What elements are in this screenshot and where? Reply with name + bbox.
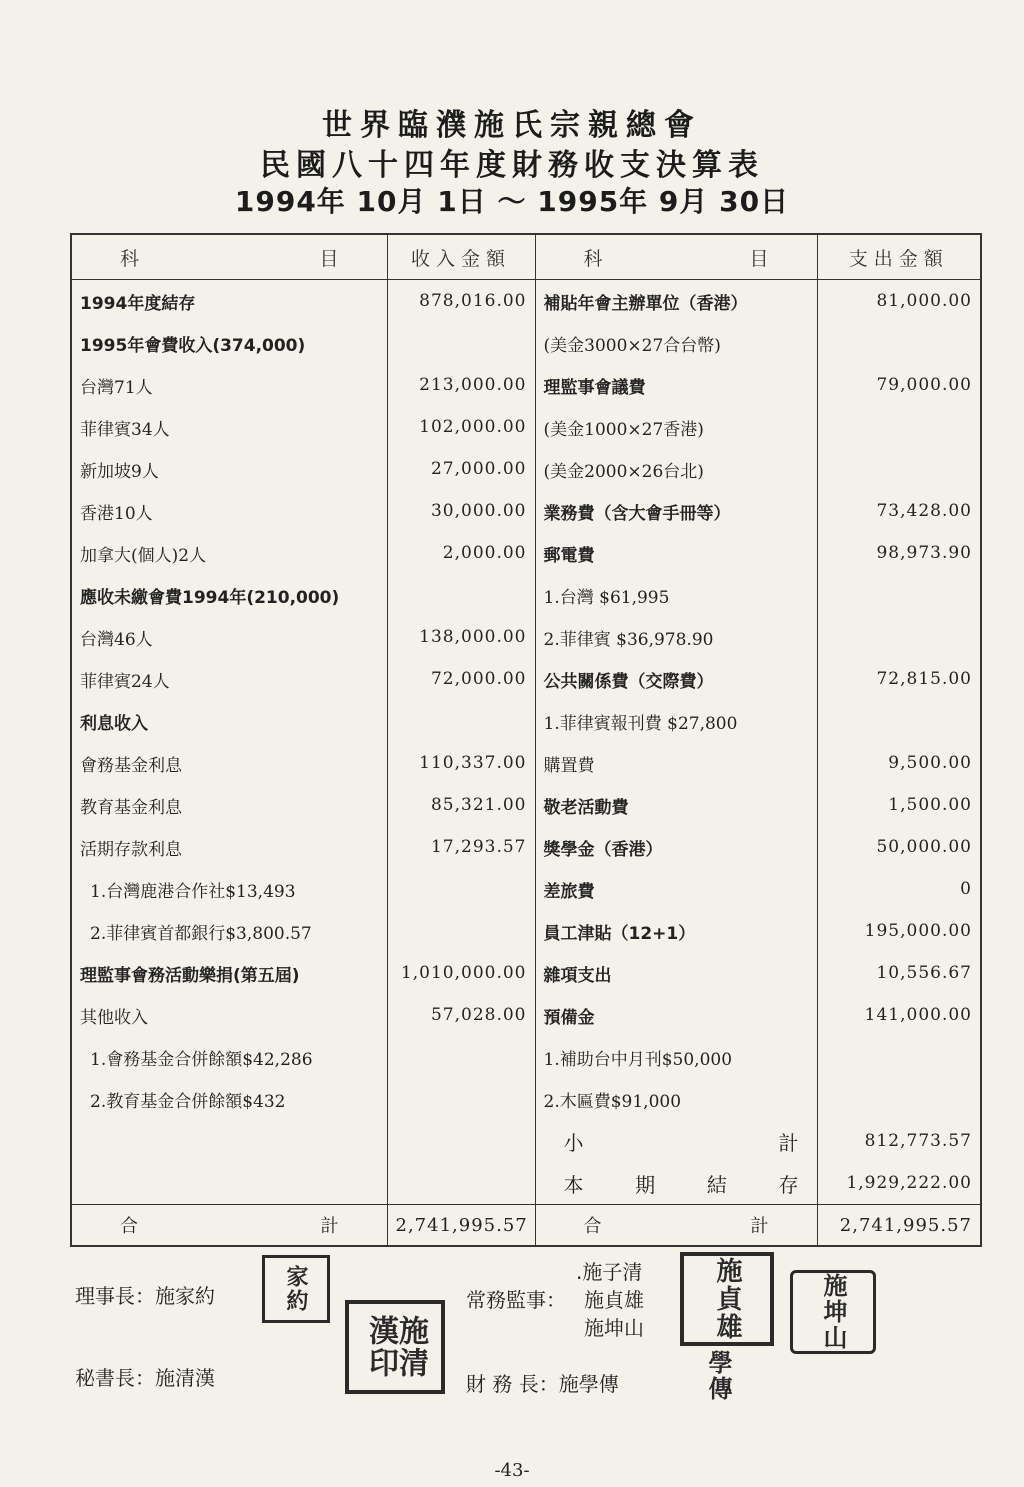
expense-amount bbox=[817, 700, 981, 742]
balance-row bbox=[71, 1162, 981, 1205]
expense-item-label: (美金2000×26台北) bbox=[535, 448, 817, 490]
total-label-right: 合 計 bbox=[535, 1205, 817, 1247]
income-item-label: 台灣71人 bbox=[71, 364, 387, 406]
expense-item-label: 郵電費 bbox=[535, 532, 817, 574]
expense-item-label: 員工津貼（12+1） bbox=[535, 910, 817, 952]
income-item-label: 台灣46人 bbox=[71, 616, 387, 658]
income-item-label: 1995年會費收入(374,000) bbox=[71, 322, 387, 364]
header-item-income: 科 目 bbox=[71, 234, 387, 280]
table-row bbox=[71, 364, 981, 406]
income-amount: 102,000.00 bbox=[387, 406, 535, 448]
income-item-label: 1.台灣鹿港合作社$13,493 bbox=[71, 868, 387, 910]
table-row bbox=[71, 532, 981, 574]
income-amount: 2,000.00 bbox=[387, 532, 535, 574]
income-item-label: 應收未繳會費1994年(210,000) bbox=[71, 574, 387, 616]
supervisor-name-3: 施坤山 bbox=[584, 1316, 644, 1340]
table-row bbox=[71, 784, 981, 826]
table-row bbox=[71, 280, 981, 323]
income-amount: 30,000.00 bbox=[387, 490, 535, 532]
income-amount: 72,000.00 bbox=[387, 658, 535, 700]
expense-amount bbox=[817, 574, 981, 616]
expense-amount: 79,000.00 bbox=[876, 375, 972, 395]
expense-item-label: (美金3000×27合台幣) bbox=[535, 322, 817, 364]
expense-amount bbox=[817, 448, 981, 490]
expense-amount: 1,500.00 bbox=[888, 795, 972, 815]
total-row bbox=[71, 1205, 981, 1247]
expense-item-label: 預備金 bbox=[535, 994, 817, 1036]
income-amount bbox=[387, 322, 535, 364]
expense-amount bbox=[817, 1036, 981, 1078]
expense-item-label: 獎學金（香港） bbox=[535, 826, 817, 868]
chairman-seal-stamp: 家約 bbox=[262, 1255, 330, 1323]
income-amount bbox=[387, 868, 535, 910]
table-row bbox=[71, 952, 981, 994]
org-title: 世界臨濮施氏宗親總會 bbox=[322, 108, 702, 143]
expense-amount: 9,500.00 bbox=[888, 753, 972, 773]
income-amount: 1,010,000.00 bbox=[387, 952, 535, 994]
income-amount: 57,028.00 bbox=[387, 994, 535, 1036]
table-row bbox=[71, 742, 981, 784]
secretary-signature: 秘書長：施清漢 bbox=[75, 1366, 215, 1390]
expense-item-label: 雜項支出 bbox=[535, 952, 817, 994]
income-item-label: 2.教育基金合併餘額$432 bbox=[71, 1078, 387, 1120]
table-row bbox=[71, 406, 981, 448]
table-row bbox=[71, 826, 981, 868]
treasurer-signature: 財 務 長：施學傳 bbox=[466, 1372, 619, 1396]
income-amount: 27,000.00 bbox=[387, 448, 535, 490]
income-amount: 85,321.00 bbox=[387, 784, 535, 826]
income-amount bbox=[387, 574, 535, 616]
table-row bbox=[71, 1036, 981, 1078]
expense-item-label: 1.台灣 $61,995 bbox=[535, 574, 817, 616]
expense-amount: 0 bbox=[960, 879, 972, 899]
supervisor-seal-stamp-a: 施貞雄 bbox=[680, 1252, 774, 1346]
treasurer-seal-stamp: 學傳 bbox=[704, 1350, 733, 1402]
income-item-label: 教育基金利息 bbox=[71, 784, 387, 826]
income-item-label: 其他收入 bbox=[71, 994, 387, 1036]
income-item-label: 菲律賓34人 bbox=[71, 406, 387, 448]
table-row bbox=[71, 616, 981, 658]
income-item-label: 1.會務基金合併餘額$42,286 bbox=[71, 1036, 387, 1078]
expense-amount bbox=[817, 1078, 981, 1120]
empty-cell bbox=[71, 1120, 387, 1162]
expense-item-label: 業務費（含大會手冊等） bbox=[535, 490, 817, 532]
income-item-label: 理監事會務活動樂捐(第五屆) bbox=[71, 952, 387, 994]
table-row bbox=[71, 700, 981, 742]
expense-item-label: (美金1000×27香港) bbox=[535, 406, 817, 448]
income-amount bbox=[387, 700, 535, 742]
page-number: -43- bbox=[494, 1460, 530, 1481]
expense-item-label: 2.菲律賓 $36,978.90 bbox=[535, 616, 817, 658]
expense-amount: 141,000.00 bbox=[864, 1005, 972, 1025]
table-row bbox=[71, 574, 981, 616]
total-expense: 2,741,995.57 bbox=[817, 1205, 981, 1247]
income-item-label: 香港10人 bbox=[71, 490, 387, 532]
expense-amount: 72,815.00 bbox=[876, 669, 972, 689]
report-period: 1994年 10月 1日 ～ 1995年 9月 30日 bbox=[234, 185, 790, 218]
supervisor-name-2: 施貞雄 bbox=[584, 1288, 644, 1312]
expense-amount: 195,000.00 bbox=[864, 921, 972, 941]
income-item-label: 會務基金利息 bbox=[71, 742, 387, 784]
subtotal-value: 812,773.57 bbox=[864, 1131, 972, 1151]
table-row bbox=[71, 490, 981, 532]
expense-item-label: 1.補助台中月刊$50,000 bbox=[535, 1036, 817, 1078]
expense-item-label: 2.木匾費$91,000 bbox=[535, 1078, 817, 1120]
income-item-label: 新加坡9人 bbox=[71, 448, 387, 490]
expense-item-label: 理監事會議費 bbox=[535, 364, 817, 406]
expense-amount bbox=[817, 616, 981, 658]
financial-statement-table bbox=[70, 233, 982, 1247]
expense-amount: 50,000.00 bbox=[876, 837, 972, 857]
balance-value: 1,929,222.00 bbox=[846, 1173, 972, 1193]
total-label-left: 合 計 bbox=[71, 1205, 387, 1247]
empty-cell bbox=[71, 1162, 387, 1205]
expense-amount bbox=[817, 322, 981, 364]
income-amount bbox=[387, 910, 535, 952]
expense-item-label: 公共關係費（交際費） bbox=[535, 658, 817, 700]
income-item-label: 利息收入 bbox=[71, 700, 387, 742]
total-income: 2,741,995.57 bbox=[387, 1205, 535, 1247]
supervisor-label: 常務監事： bbox=[466, 1288, 566, 1312]
table-row bbox=[71, 448, 981, 490]
table-row bbox=[71, 910, 981, 952]
expense-amount: 98,973.90 bbox=[876, 543, 972, 563]
report-title: 民國八十四年度財務收支決算表 bbox=[260, 148, 764, 183]
table-row bbox=[71, 994, 981, 1036]
subtotal-label: 小 計 bbox=[535, 1120, 817, 1162]
income-amount bbox=[387, 1036, 535, 1078]
expense-amount: 73,428.00 bbox=[876, 501, 972, 521]
expense-item-label: 差旅費 bbox=[535, 868, 817, 910]
income-amount bbox=[387, 1078, 535, 1120]
empty-cell bbox=[387, 1120, 535, 1162]
expense-item-label: 購置費 bbox=[535, 742, 817, 784]
expense-amount bbox=[817, 406, 981, 448]
expense-amount: 10,556.67 bbox=[876, 963, 972, 983]
expense-item-label: 補貼年會主辦單位（香港） bbox=[535, 280, 817, 323]
table-header-row bbox=[71, 234, 981, 280]
secretary-seal-stamp: 施清漢印 bbox=[345, 1300, 445, 1394]
income-amount: 17,293.57 bbox=[387, 826, 535, 868]
table-row bbox=[71, 322, 981, 364]
table-row bbox=[71, 868, 981, 910]
header-expense-amount: 支出金額 bbox=[817, 234, 981, 280]
header-item-expense: 科 目 bbox=[535, 234, 817, 280]
table-row bbox=[71, 658, 981, 700]
income-item-label: 2.菲律賓首都銀行$3,800.57 bbox=[71, 910, 387, 952]
expense-item-label: 敬老活動費 bbox=[535, 784, 817, 826]
income-amount: 110,337.00 bbox=[387, 742, 535, 784]
income-amount: 213,000.00 bbox=[387, 364, 535, 406]
supervisor-seal-stamp-b: 施坤山 bbox=[790, 1270, 876, 1354]
header-income-amount: 收入金額 bbox=[387, 234, 535, 280]
income-item-label: 加拿大(個人)2人 bbox=[71, 532, 387, 574]
chairman-signature: 理事長：施家約 bbox=[75, 1284, 215, 1308]
balance-label: 本 期 結 存 bbox=[535, 1162, 817, 1205]
income-amount: 878,016.00 bbox=[387, 280, 535, 323]
empty-cell bbox=[387, 1162, 535, 1205]
income-item-label: 1994年度結存 bbox=[71, 280, 387, 323]
income-amount: 138,000.00 bbox=[387, 616, 535, 658]
table-row bbox=[71, 1078, 981, 1120]
income-item-label: 活期存款利息 bbox=[71, 826, 387, 868]
expense-amount: 81,000.00 bbox=[876, 291, 972, 311]
supervisor-name-1: .施子清 bbox=[576, 1260, 643, 1284]
subtotal-row bbox=[71, 1120, 981, 1162]
income-item-label: 菲律賓24人 bbox=[71, 658, 387, 700]
expense-item-label: 1.菲律賓報刊費 $27,800 bbox=[535, 700, 817, 742]
